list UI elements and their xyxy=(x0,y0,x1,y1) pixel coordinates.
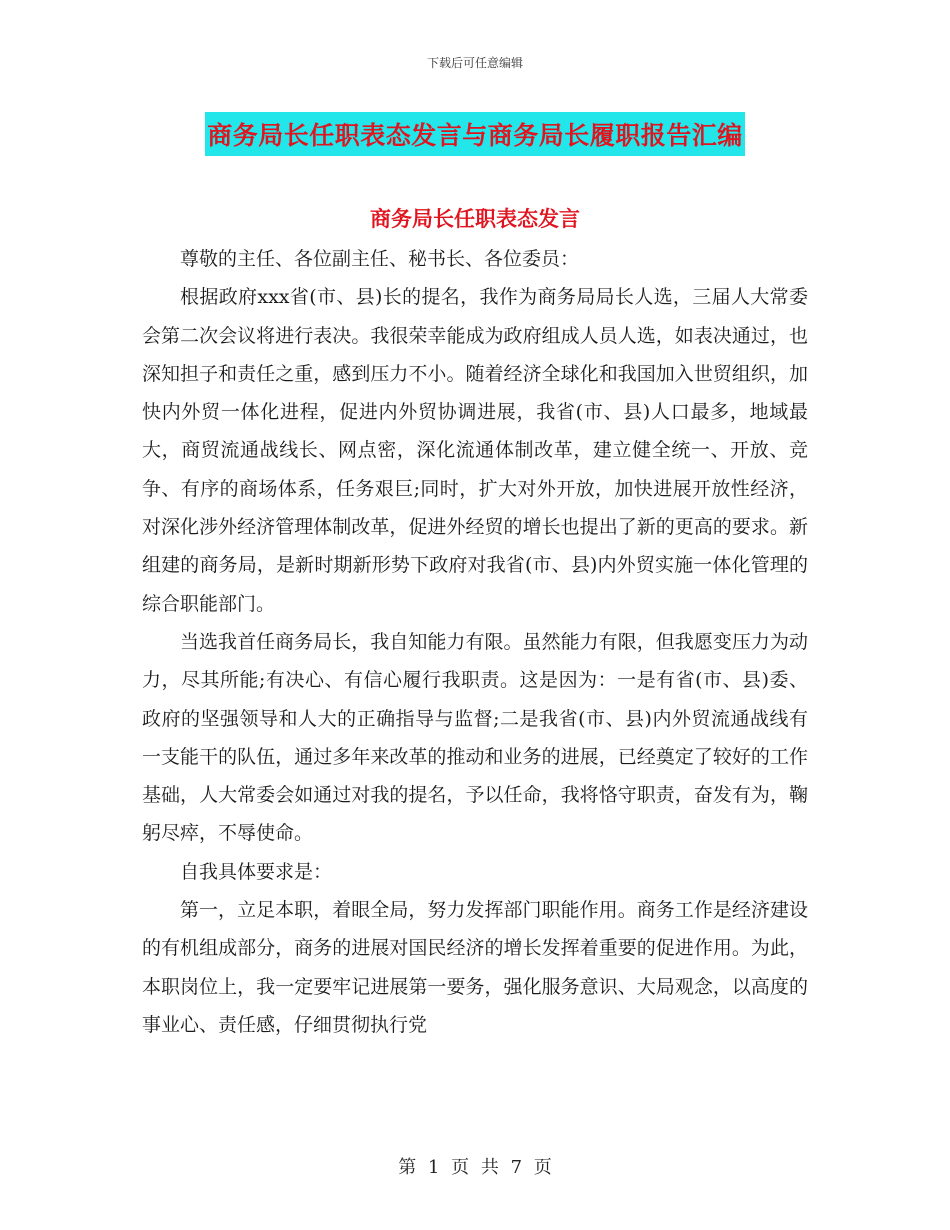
header-note: 下载后可任意编辑 xyxy=(426,56,523,70)
section-title: 商务局长任职表态发言 xyxy=(370,206,580,231)
document-title xyxy=(0,112,950,156)
paragraph: 根据政府xxx省(市、县)长的提名，我作为商务局局长人选，三届人大常委会第二次会议将进行表决。我很荣幸能成为政府组成人员人选，如表决通过，也深知担子和责任之重，感到压力不小。随着经济全球化和我国加入世贸组织，加快内外贸一体化进程，促进内外贸协调进展，我省(市、县)人口最多，地域最大，商贸流通战线长、网点密，深化流通体制改革，建立健全统一、开放、竞争、有序的商场体系，任务艰巨;同时，扩大对外开放，加快进展开放性经济，对深化涉外经济管理体制改革，促进外经贸的增长也提出了新的更高的要求。新组建的商务局，是新时期新形势下政府对我省(市、县)内外贸实施一体化管理的综合职能部门。 xyxy=(142,286,808,615)
page-footer: 第 1 页 共 7 页 xyxy=(398,1157,552,1178)
document-title-text: 商务局长任职表态发言与商务局长履职报告汇编 xyxy=(205,112,745,156)
document-body xyxy=(142,240,808,1044)
paragraph: 自我具体要求是： xyxy=(180,860,333,883)
salutation: 尊敬的主任、各位副主任、秘书长、各位委员： xyxy=(180,248,580,270)
paragraph: 第一，立足本职，着眼全局，努力发挥部门职能作用。商务工作是经济建设的有机组成部分，商务的进展对国民经济的增长发挥着重要的促进作用。为此，本职岗位上，我一定要牢记进展第一要务，强化服务意识、大局观念，以高度的事业心、责任感，仔细贯彻执行党 xyxy=(142,899,808,1036)
paragraph: 当选我首任商务局长，我自知能力有限。虽然能力有限，但我愿变压力为动力，尽其所能;有决心、有信心履行我职责。这是因为：一是有省(市、县)委、政府的坚强领导和人大的正确指导与监督;二是我省(市、县)内外贸流通战线有一支能干的队伍，通过多年来改革的推动和业务的进展，已经奠定了较好的工作基础，人大常委会如通过对我的提名，予以任命，我将恪守职责，奋发有为，鞠躬尽瘁，不辱使命。 xyxy=(142,630,808,845)
